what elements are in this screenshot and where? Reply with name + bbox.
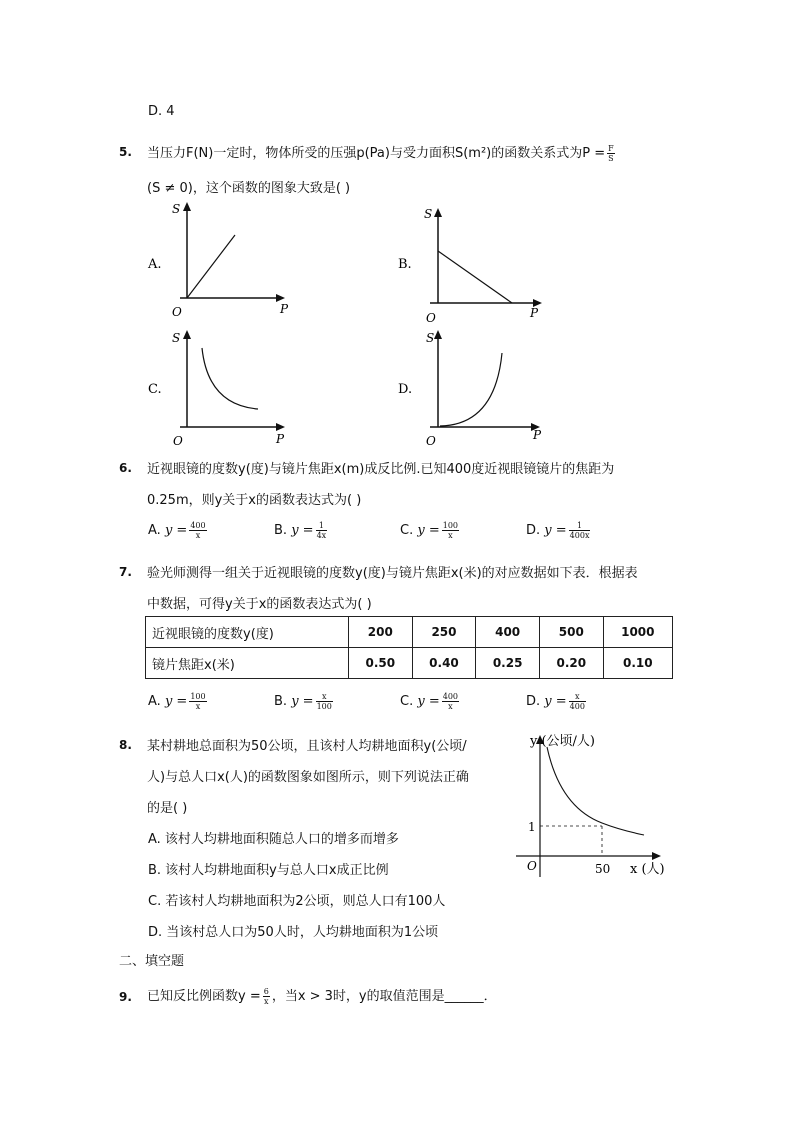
q6-option-c[interactable] — [400, 521, 461, 540]
option-lhs: y = — [417, 523, 440, 538]
q7-option-c[interactable] — [400, 692, 461, 711]
graph-a — [147, 202, 289, 319]
fraction-num: 1 — [316, 521, 328, 531]
q9-formula-den: x — [264, 997, 269, 1006]
graph-d-y-arrow — [434, 330, 442, 339]
q7-data-table — [145, 616, 673, 679]
graph-c-curve — [202, 348, 258, 409]
q7-option-b[interactable] — [274, 692, 335, 711]
q8-curve — [547, 747, 644, 835]
graph-a-y-arrow — [183, 202, 191, 211]
q7-stem-line2: 中数据，可得y关于x的函数表达式为( ) — [147, 597, 372, 612]
graph-a-label: A. — [148, 257, 162, 272]
graph-b-label: B. — [398, 257, 412, 272]
graph-c-p: P — [276, 432, 285, 446]
graph-c-x-arrow — [276, 423, 285, 431]
table-row — [146, 648, 673, 679]
table-cell: 0.40 — [412, 648, 476, 679]
graph-a-s: S — [172, 202, 181, 216]
fraction-den: x — [448, 531, 453, 540]
q8-number: 8. — [119, 738, 132, 752]
q8-option-b[interactable]: B. 该村人均耕地面积y与总人口x成正比例 — [148, 863, 389, 878]
table-cell: 200 — [349, 617, 413, 648]
q8-x-arrow — [652, 852, 661, 860]
q8-stem-line3: 的是( ) — [147, 801, 188, 816]
q5-formula-num: F — [608, 144, 614, 153]
graph-d-p: P — [533, 428, 542, 442]
graph-b — [398, 207, 542, 325]
graph-b-s: S — [424, 207, 433, 221]
graph-c — [148, 330, 285, 448]
option-label: B. — [274, 523, 288, 538]
q8-tick-x: 50 — [595, 862, 611, 876]
q8-y-label: y (公顷/人) — [530, 734, 596, 749]
fraction-num: 100 — [190, 692, 206, 701]
fraction-den: 4x — [316, 531, 327, 540]
q5-formula — [607, 144, 615, 163]
table-cell: 400 — [476, 617, 540, 648]
graph-c-o: O — [173, 434, 183, 448]
table-cell: 0.25 — [476, 648, 540, 679]
graph-d-curve — [440, 353, 502, 426]
graph-b-curve — [438, 251, 512, 303]
fraction-num: 400 — [190, 521, 206, 530]
fraction-num: x — [569, 692, 586, 702]
option-fraction — [442, 521, 459, 540]
table-cell: 0.20 — [539, 648, 603, 679]
option-fraction — [316, 692, 333, 711]
graph-d-s: S — [426, 331, 435, 345]
q9-number: 9. — [119, 990, 132, 1004]
q5-formula-den: S — [608, 154, 614, 163]
option-lhs: y = — [544, 694, 567, 709]
graph-d — [398, 330, 542, 448]
table-cell: 0.50 — [349, 648, 413, 679]
fraction-num: 1 — [569, 521, 591, 531]
q7-option-d[interactable] — [526, 692, 588, 711]
q6-option-a[interactable] — [148, 521, 209, 540]
q5-graphs — [140, 195, 560, 450]
q5-stem-line1 — [147, 142, 617, 163]
q8-origin: O — [527, 859, 537, 873]
q8-option-d[interactable]: D. 当该村总人口为50人时，人均耕地面积为1公顷 — [148, 925, 439, 940]
graph-c-s: S — [172, 331, 181, 345]
q8-graph — [510, 725, 675, 885]
fraction-num: x — [316, 692, 333, 702]
q8-option-c[interactable]: C. 若该村人均耕地面积为2公顷，则总人口有100人 — [148, 894, 446, 909]
q9-formula — [263, 987, 270, 1006]
option-label: C. — [400, 694, 414, 709]
q5-stem-line2: (S ≠ 0)，这个函数的图象大致是( ) — [147, 181, 351, 196]
graph-c-y-arrow — [183, 330, 191, 339]
table-cell: 500 — [539, 617, 603, 648]
table-cell: 250 — [412, 617, 476, 648]
graph-b-o: O — [426, 311, 436, 325]
q9-text-after: ，当x > 3时，y的取值范围是______． — [271, 989, 497, 1004]
q8-stem-line1: 某村耕地总面积为50公顷，且该村人均耕地面积y(公顷/ — [147, 739, 467, 754]
q4-option-d: D. 4 — [148, 104, 175, 119]
section-title: 二、填空题 — [119, 954, 185, 969]
q6-stem-line1: 近视眼镜的度数y(度)与镜片焦距x(m)成反比例.已知400度近视眼镜镜片的焦距为 — [147, 462, 615, 477]
fraction-den: x — [448, 702, 453, 711]
q8-stem-line2: 人)与总人口x(人)的函数图象如图所示，则下列说法正确 — [147, 770, 469, 785]
q6-number: 6. — [119, 461, 132, 475]
option-label: A. — [148, 694, 161, 709]
option-label: D. — [526, 694, 541, 709]
fraction-num: 400 — [442, 692, 459, 701]
option-fraction — [189, 521, 206, 540]
table-header-degree: 近视眼镜的度数y(度) — [146, 617, 349, 648]
graph-c-label: C. — [148, 382, 162, 397]
q6-stem-line2: 0.25m，则y关于x的函数表达式为( ) — [147, 493, 362, 508]
q5-number: 5. — [119, 145, 132, 159]
fraction-den: x — [195, 531, 201, 540]
option-lhs: y = — [291, 523, 314, 538]
table-cell: 0.10 — [603, 648, 672, 679]
graph-d-o: O — [426, 434, 436, 448]
fraction-den: 400 — [569, 702, 585, 711]
q6-option-d[interactable] — [526, 521, 592, 540]
q9-stem — [147, 985, 497, 1006]
graph-a-curve — [187, 235, 235, 298]
option-fraction — [569, 521, 591, 540]
graph-a-p: P — [280, 302, 289, 316]
option-lhs: y = — [164, 694, 188, 709]
table-cell: 1000 — [603, 617, 672, 648]
option-lhs: y = — [291, 694, 314, 709]
option-label: C. — [400, 523, 414, 538]
table-row — [146, 617, 673, 648]
fraction-den: 400x — [569, 531, 590, 540]
q9-text-before: 已知反比例函数y = — [147, 989, 261, 1004]
option-lhs: y = — [417, 694, 440, 709]
q7-stem-line1: 验光师测得一组关于近视眼镜的度数y(度)与镜片焦距x(米)的对应数据如下表．根据表 — [147, 566, 638, 581]
graph-b-y-arrow — [434, 208, 442, 217]
graph-b-p: P — [530, 306, 539, 320]
option-fraction — [189, 692, 206, 711]
q9-formula-num: 6 — [263, 987, 269, 996]
option-fraction — [316, 521, 328, 540]
graph-d-label: D. — [398, 382, 413, 397]
fraction-den: 100 — [316, 702, 332, 711]
fraction-den: x — [195, 702, 201, 711]
table-header-focal: 镜片焦距x(米) — [146, 648, 349, 679]
graph-a-x-arrow — [276, 294, 285, 302]
q7-option-a[interactable] — [148, 692, 209, 711]
option-fraction — [569, 692, 586, 711]
option-lhs: y = — [544, 523, 567, 538]
option-label: D. — [526, 523, 541, 538]
option-fraction — [442, 692, 459, 711]
q8-option-a[interactable]: A. 该村人均耕地面积随总人口的增多而增多 — [148, 832, 399, 847]
option-label: B. — [274, 694, 288, 709]
option-lhs: y = — [164, 523, 188, 538]
q8-x-label: x (人) — [630, 862, 665, 877]
q7-number: 7. — [119, 565, 132, 579]
graph-a-o: O — [172, 305, 182, 319]
option-label: A. — [148, 523, 161, 538]
q6-option-b[interactable] — [274, 521, 329, 540]
fraction-num: 100 — [442, 521, 459, 530]
q8-tick-y: 1 — [528, 820, 536, 834]
q5-line1-text: 当压力F(N)一定时，物体所受的压强p(Pa)与受力面积S(m²)的函数关系式为P = — [147, 146, 606, 161]
